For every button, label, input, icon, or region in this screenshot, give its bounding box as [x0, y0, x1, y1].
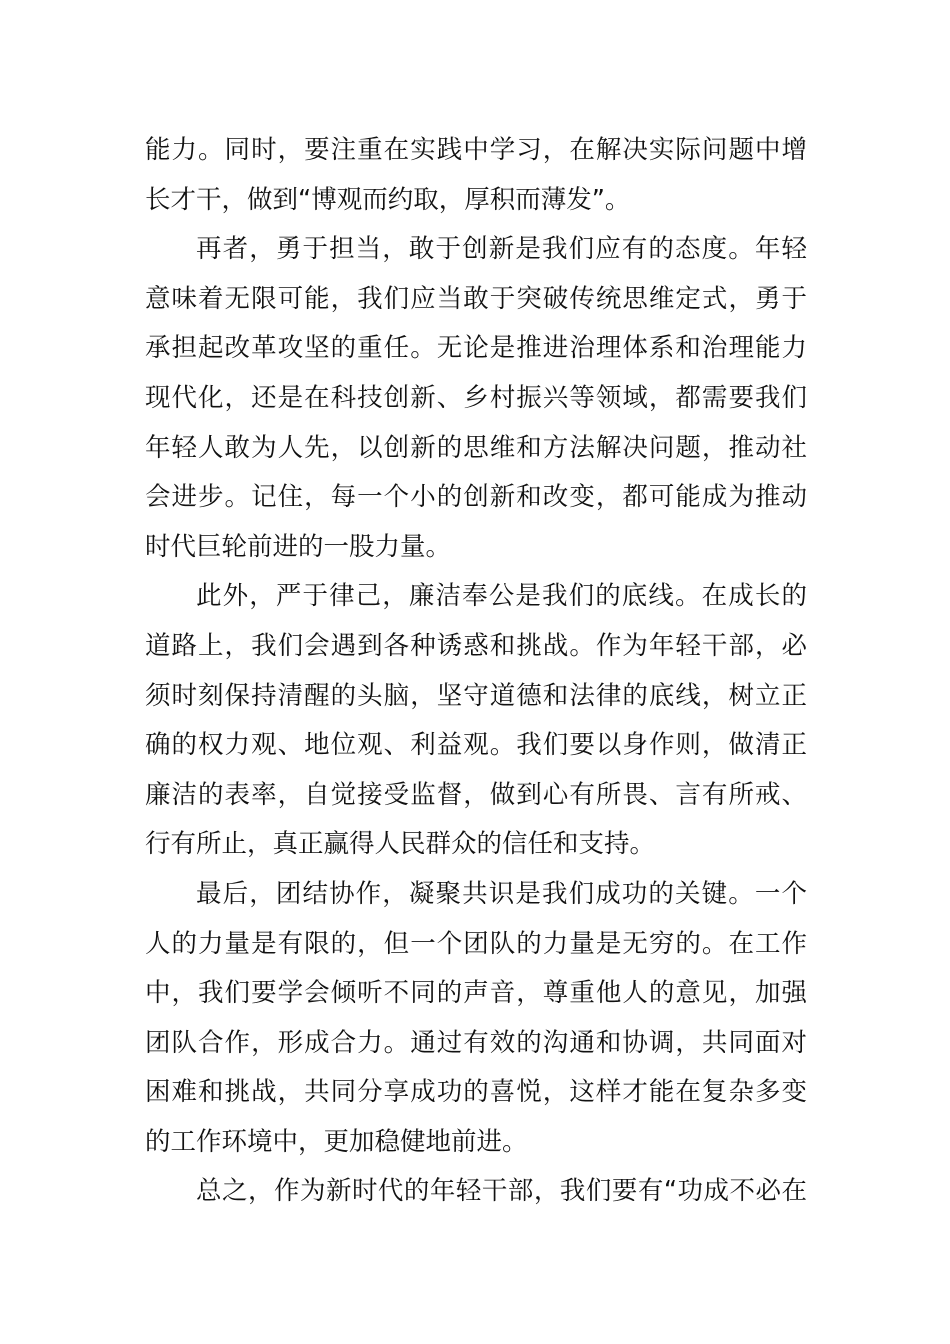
paragraph-first-line: 此外，严于律己，廉洁奉公是我们的底线。在成长的	[196, 581, 807, 612]
text-line: 团队合作，形成合力。通过有效的沟通和协调，共同面对	[145, 1027, 807, 1058]
paragraph-first-line: 最后，团结协作，凝聚共识是我们成功的关键。一个	[196, 878, 807, 909]
text-line: 人的力量是有限的，但一个团队的力量是无穷的。在工作	[145, 928, 807, 959]
text-line: 确的权力观、地位观、利益观。我们要以身作则，做清正	[145, 730, 807, 761]
paragraph-first-line: 再者，勇于担当，敢于创新是我们应有的态度。年轻	[196, 234, 807, 265]
text-line: 长才干，做到“博观而约取，厚积而薄发”。	[145, 184, 631, 215]
text-line: 廉洁的表率，自觉接受监督，做到心有所畏、言有所戒、	[145, 779, 807, 810]
text-line: 承担起改革攻坚的重任。无论是推进治理体系和治理能力	[145, 333, 807, 364]
text-line: 困难和挑战，共同分享成功的喜悦，这样才能在复杂多变	[145, 1077, 807, 1108]
text-line: 的工作环境中，更加稳健地前进。	[145, 1126, 528, 1157]
text-line: 时代巨轮前进的一股力量。	[145, 531, 452, 562]
text-line: 能力。同时，要注重在实践中学习，在解决实际问题中增	[145, 135, 807, 165]
text-line: 年轻人敢为人先，以创新的思维和方法解决问题，推动社	[145, 432, 807, 463]
text-line: 须时刻保持清醒的头脑，坚守道德和法律的底线，树立正	[145, 680, 807, 711]
text-line: 行有所止，真正赢得人民群众的信任和支持。	[145, 829, 656, 860]
text-line: 意味着无限可能，我们应当敢于突破传统思维定式，勇于	[145, 283, 807, 314]
text-line: 会进步。记住，每一个小的创新和改变，都可能成为推动	[145, 482, 807, 513]
paragraph-first-line: 总之，作为新时代的年轻干部，我们要有“功成不必在	[196, 1176, 807, 1207]
text-line: 现代化，还是在科技创新、乡村振兴等领域，都需要我们	[145, 382, 807, 413]
text-line: 中，我们要学会倾听不同的声音，尊重他人的意见，加强	[145, 978, 807, 1009]
text-line: 道路上，我们会遇到各种诱惑和挑战。作为年轻干部，必	[145, 630, 807, 661]
body-text	[145, 126, 807, 1217]
